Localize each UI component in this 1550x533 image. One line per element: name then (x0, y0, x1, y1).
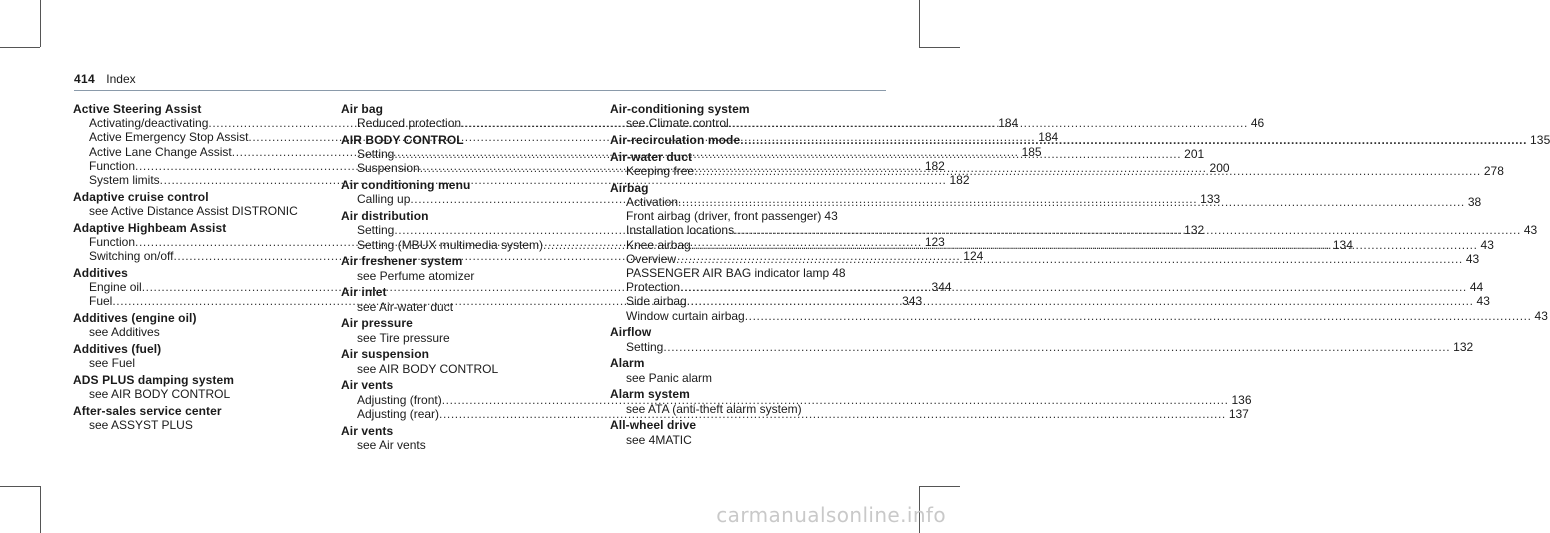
index-term-label: Additives (fuel) (73, 342, 162, 357)
dot-leader (663, 340, 1450, 354)
index-term-label: Additives (73, 266, 128, 281)
index-subentry-label: Reduced protection (357, 116, 462, 131)
index-term[interactable] (610, 418, 836, 432)
index-term-label: Airflow (610, 325, 652, 340)
index-subentry-label: see ATA (anti-theft alarm system) (626, 401, 802, 416)
page-reference[interactable]: 124 (963, 249, 984, 264)
dot-leader (734, 223, 1521, 237)
index-entry (610, 356, 836, 384)
index-entry (341, 254, 572, 282)
index-subentry-label: see Tire pressure (357, 330, 450, 345)
index-subentry-label: Installation locations (626, 223, 735, 238)
dot-leader (678, 195, 1465, 209)
index-subentry-label: see Air vents (357, 437, 426, 452)
index-subentry-label: see Climate control (626, 116, 729, 131)
dot-leader (745, 309, 1532, 323)
cross-reference[interactable] (341, 438, 572, 452)
index-entry (341, 424, 572, 452)
index-subentry-label: Activating/deactivating (89, 116, 209, 131)
index-subentry-label: Setting (357, 223, 395, 238)
watermark: carmanualsonline.info (716, 503, 946, 527)
index-subentry-label: Front airbag (driver, front passenger) (626, 209, 822, 224)
index-term-label: Air inlet (341, 285, 387, 300)
index-subentry-label: Function (89, 235, 136, 250)
page-reference[interactable]: 137 (1228, 406, 1249, 421)
index-entry (610, 418, 836, 446)
dot-leader (680, 280, 1467, 294)
index-term[interactable] (341, 178, 572, 192)
crop-mark (919, 0, 920, 47)
page-reference[interactable]: 135 (1530, 133, 1550, 147)
index-subentry-label: see Perfume atomizer (357, 268, 475, 283)
index-entry (610, 102, 836, 130)
page-number: 414 (74, 72, 95, 86)
dot-leader (676, 252, 1463, 266)
index-subentry[interactable] (610, 339, 1474, 354)
page-reference[interactable]: 43 (1534, 308, 1548, 323)
crop-mark (40, 0, 41, 47)
index-subentry-label: Active Lane Change Assist (89, 144, 232, 159)
index-subentry-label: see Panic alarm (626, 370, 713, 385)
cross-reference[interactable] (610, 402, 836, 416)
index-term[interactable] (610, 150, 836, 164)
index-subentry-label: Keeping free (626, 164, 695, 178)
index-entry (73, 373, 297, 401)
index-subentry-label: Fuel (89, 294, 113, 309)
index-subentry[interactable] (610, 308, 1548, 323)
index-term-label: Additives (engine oil) (73, 311, 197, 326)
page-reference[interactable]: 43 (1523, 223, 1538, 238)
dot-leader (740, 133, 1527, 147)
index-term-label: Air vents (341, 423, 394, 438)
index-entry (73, 404, 297, 432)
page-reference[interactable]: 278 (1483, 164, 1504, 178)
index-subentry-label: see Fuel (89, 356, 136, 371)
index-term[interactable] (341, 316, 572, 330)
index-term[interactable] (341, 102, 572, 116)
index-term-label: Adaptive Highbeam Assist (73, 220, 227, 235)
crop-mark (919, 47, 960, 48)
index-term[interactable] (73, 266, 297, 280)
page-reference[interactable]: 48 (832, 266, 846, 281)
index-term-label: Adaptive cruise control (73, 189, 209, 204)
index-entry (341, 316, 572, 344)
cross-reference[interactable] (73, 387, 297, 401)
dot-leader (694, 164, 1481, 178)
index-entry (610, 325, 1474, 354)
index-entry (610, 387, 836, 415)
cross-reference[interactable] (73, 325, 297, 339)
page-reference[interactable]: 344 (931, 280, 952, 295)
index-subentry-label: System limits (89, 173, 160, 188)
page-reference[interactable]: 182 (949, 173, 970, 188)
index-subentry-label: Suspension (357, 161, 420, 176)
page-reference[interactable]: 43 (824, 209, 838, 224)
index-subentry-label: Active Emergency Stop Assist (89, 130, 249, 145)
index-entry (341, 347, 572, 375)
page-header (74, 72, 136, 86)
index-term[interactable] (73, 311, 297, 325)
page-reference[interactable]: 38 (1467, 195, 1482, 209)
index-term[interactable] (341, 254, 572, 268)
page-reference[interactable]: 43 (1480, 237, 1494, 252)
page-reference[interactable]: 44 (1469, 280, 1484, 295)
index-term-label: Alarm (610, 356, 645, 371)
index-entry (341, 285, 572, 313)
cross-reference[interactable] (341, 331, 572, 345)
page-reference[interactable]: 184 (1038, 130, 1059, 145)
index-term[interactable] (341, 424, 572, 438)
index-term[interactable] (610, 102, 836, 116)
index-term-label: AIR BODY CONTROL (341, 133, 464, 147)
index-term-label: Air suspension (341, 347, 430, 362)
page-reference[interactable]: 132 (1184, 223, 1205, 238)
index-subentry-label: see AIR BODY CONTROL (357, 361, 499, 376)
index-subentry-label: Function (89, 158, 136, 173)
index-subentry-label: Setting (MBUX multimedia system) (357, 237, 544, 252)
index-subentry-label: Overview (626, 251, 677, 266)
page-reference[interactable]: 201 (1184, 147, 1205, 162)
index-term[interactable] (610, 356, 836, 370)
index-term[interactable] (73, 102, 297, 116)
page-reference[interactable]: 185 (1021, 144, 1042, 159)
index-term-label: All-wheel drive (610, 418, 697, 433)
index-entry (73, 311, 297, 339)
page-reference[interactable]: 200 (1209, 161, 1230, 176)
index-term[interactable] (341, 209, 572, 223)
index-subentry-label: Side airbag (626, 294, 687, 309)
index-subentry-label: Calling up (357, 192, 411, 207)
crop-mark (0, 486, 40, 487)
index-subentry-label: Adjusting (rear) (357, 406, 440, 421)
cross-reference[interactable] (610, 116, 836, 130)
index-term-label: Air conditioning menu (341, 178, 471, 193)
cross-reference[interactable] (610, 371, 836, 385)
page-reference[interactable]: 184 (998, 116, 1019, 131)
cross-reference[interactable] (341, 300, 572, 314)
page-reference[interactable]: 46 (1250, 116, 1265, 131)
index-subentry-label: see Active Distance Assist DISTRONIC (89, 204, 298, 219)
section-title: Index (106, 72, 136, 86)
index-term[interactable] (73, 373, 297, 387)
index-subentry-label: see Air-water duct (357, 299, 454, 314)
index-term[interactable] (610, 181, 836, 195)
index-subentry[interactable] (610, 209, 836, 223)
index-term[interactable] (73, 221, 297, 235)
index-term-label: Air pressure (341, 316, 413, 331)
index-subentry-label: PASSENGER AIR BAG indicator lamp (626, 266, 830, 281)
page-reference[interactable]: 132 (1453, 339, 1474, 354)
index-term-label: Active Steering Assist (73, 102, 202, 116)
index-subentry-label: see AIR BODY CONTROL (89, 387, 231, 402)
index-term[interactable] (610, 387, 836, 401)
crop-mark (0, 47, 40, 48)
page-reference[interactable]: 43 (1476, 294, 1490, 309)
index-subentry-label: Knee airbag (626, 237, 691, 252)
index-term[interactable] (73, 404, 297, 418)
cross-reference[interactable] (341, 269, 572, 283)
index-entry (73, 342, 297, 370)
index-term-label: Air freshener system (341, 254, 463, 269)
page-reference[interactable]: 343 (902, 294, 923, 309)
index-term[interactable] (610, 325, 836, 339)
index-term-label: Air-conditioning system (610, 102, 750, 116)
index-subentry-label: Setting (357, 147, 395, 162)
index-term[interactable] (341, 285, 572, 299)
index-subentry-label: Window curtain airbag (626, 308, 745, 323)
index-subentry-label: Activation (626, 195, 679, 209)
cross-reference[interactable] (73, 204, 297, 218)
cross-reference[interactable] (341, 362, 572, 376)
index-subentry-label: see Additives (89, 325, 160, 340)
page-reference[interactable]: 134 (1332, 237, 1353, 252)
cross-reference[interactable] (73, 418, 297, 432)
index-subentry-label: Engine oil (89, 280, 142, 295)
page-reference[interactable]: 133 (1200, 192, 1221, 207)
index-term-label: Air distribution (341, 209, 429, 224)
index-term[interactable] (73, 190, 297, 204)
dot-leader (461, 116, 1248, 130)
index-term-label: After-sales service center (73, 404, 222, 419)
index-term[interactable] (341, 378, 572, 392)
page-reference[interactable]: 182 (924, 158, 945, 173)
index-entry (73, 190, 297, 218)
index-term-label: Air-recirculation mode (610, 133, 741, 147)
index-subentry-label: Setting (626, 339, 664, 354)
index-subentry-label: see ASSYST PLUS (89, 418, 193, 433)
dot-leader (691, 238, 1478, 252)
index-term-label: Alarm system (610, 387, 690, 402)
index-subentry-label: see 4MATIC (626, 432, 692, 447)
index-term-label: Air-water duct (610, 149, 693, 164)
index-subentry-label: Switching on/off (89, 249, 174, 264)
page-reference[interactable]: 43 (1465, 251, 1480, 266)
crop-mark (40, 486, 41, 533)
cross-reference[interactable] (610, 433, 836, 447)
index-term-label: Airbag (610, 180, 649, 195)
index-term-label: Air bag (341, 102, 384, 116)
crop-mark (919, 486, 960, 487)
header-rule (74, 90, 886, 91)
index-term[interactable] (73, 342, 297, 356)
index-subentry-label: Adjusting (front) (357, 392, 442, 407)
index-subentry[interactable] (610, 266, 846, 281)
index-term[interactable] (341, 347, 572, 361)
index-term-label: Air vents (341, 378, 394, 393)
page-reference[interactable]: 136 (1231, 392, 1252, 407)
index-subentry-label: Protection (626, 280, 681, 295)
page-reference[interactable]: 123 (924, 235, 945, 250)
index-term[interactable] (341, 133, 572, 147)
dot-leader (687, 294, 1474, 308)
cross-reference[interactable] (73, 356, 297, 370)
index-term-label: ADS PLUS damping system (73, 373, 235, 388)
